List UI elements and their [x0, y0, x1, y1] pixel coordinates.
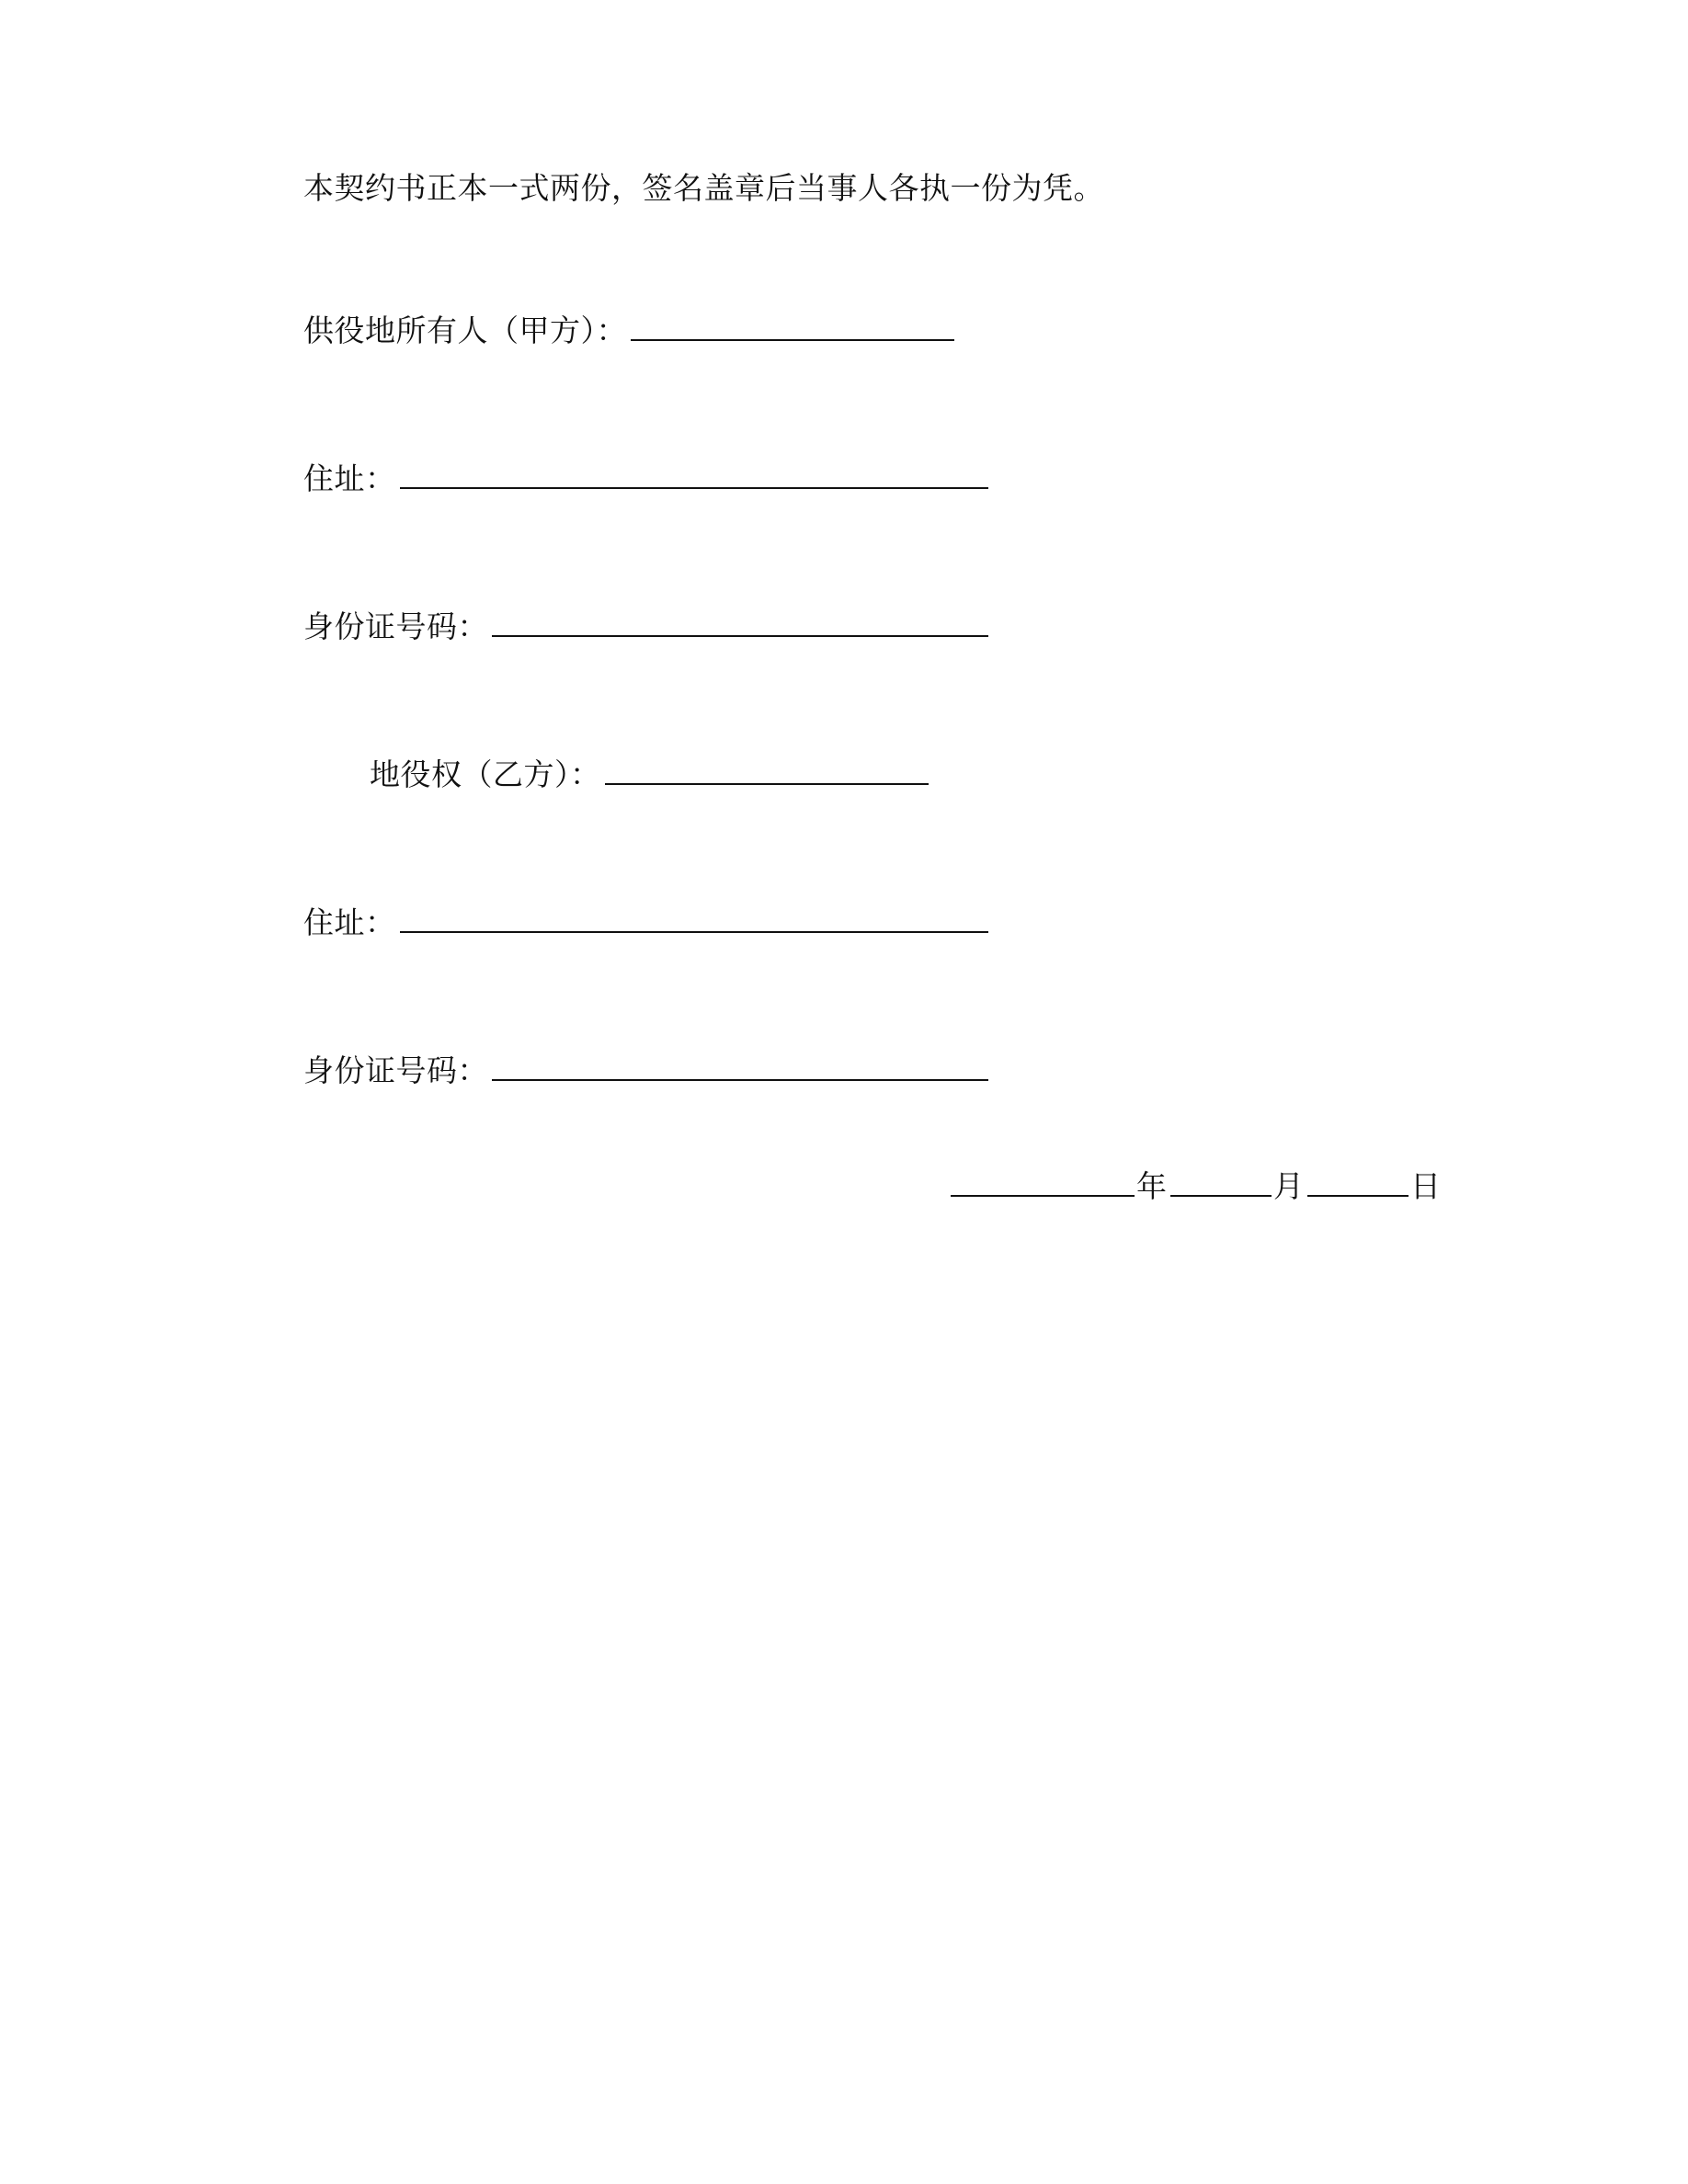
party-a-id-label: 身份证号码：	[303, 611, 488, 644]
party-b-address-label: 住址：	[303, 907, 396, 940]
party-b-address-row	[303, 905, 1407, 939]
date-day-blank[interactable]	[1307, 1169, 1409, 1197]
spacer	[303, 939, 1407, 1053]
party-b-id-blank[interactable]	[492, 1053, 988, 1081]
spacer	[303, 347, 1407, 461]
date-month-unit: 月	[1273, 1171, 1304, 1204]
spacer	[303, 791, 1407, 905]
spacer	[303, 205, 1407, 313]
party-a-id-row	[303, 609, 1407, 643]
party-a-id-blank[interactable]	[492, 609, 988, 637]
date-year-blank[interactable]	[951, 1169, 1135, 1197]
party-a-name-row	[303, 313, 1407, 347]
party-b-name-blank[interactable]	[605, 757, 929, 785]
party-a-name-blank[interactable]	[631, 313, 954, 341]
party-b-id-row	[303, 1053, 1407, 1087]
spacer	[303, 495, 1407, 609]
party-a-address-row	[303, 461, 1407, 495]
date-year-unit: 年	[1136, 1171, 1167, 1204]
party-a-address-blank[interactable]	[400, 461, 988, 489]
intro-text: 本契约书正本一式两份，签名盖章后当事人各执一份为凭。	[303, 173, 1104, 206]
date-month-blank[interactable]	[1170, 1169, 1272, 1197]
party-b-id-label: 身份证号码：	[303, 1055, 488, 1088]
intro-paragraph	[303, 175, 1407, 205]
contract-body	[303, 175, 1407, 1087]
date-day-unit: 日	[1410, 1171, 1441, 1204]
party-a-name-label: 供役地所有人（甲方）：	[303, 315, 627, 348]
party-a-address-label: 住址：	[303, 463, 396, 496]
party-b-address-blank[interactable]	[400, 905, 988, 933]
party-b-name-row	[303, 757, 1407, 791]
spacer	[303, 643, 1407, 757]
party-b-name-label: 地役权（乙方）：	[370, 759, 601, 792]
signature-date-row	[947, 1163, 1441, 1206]
